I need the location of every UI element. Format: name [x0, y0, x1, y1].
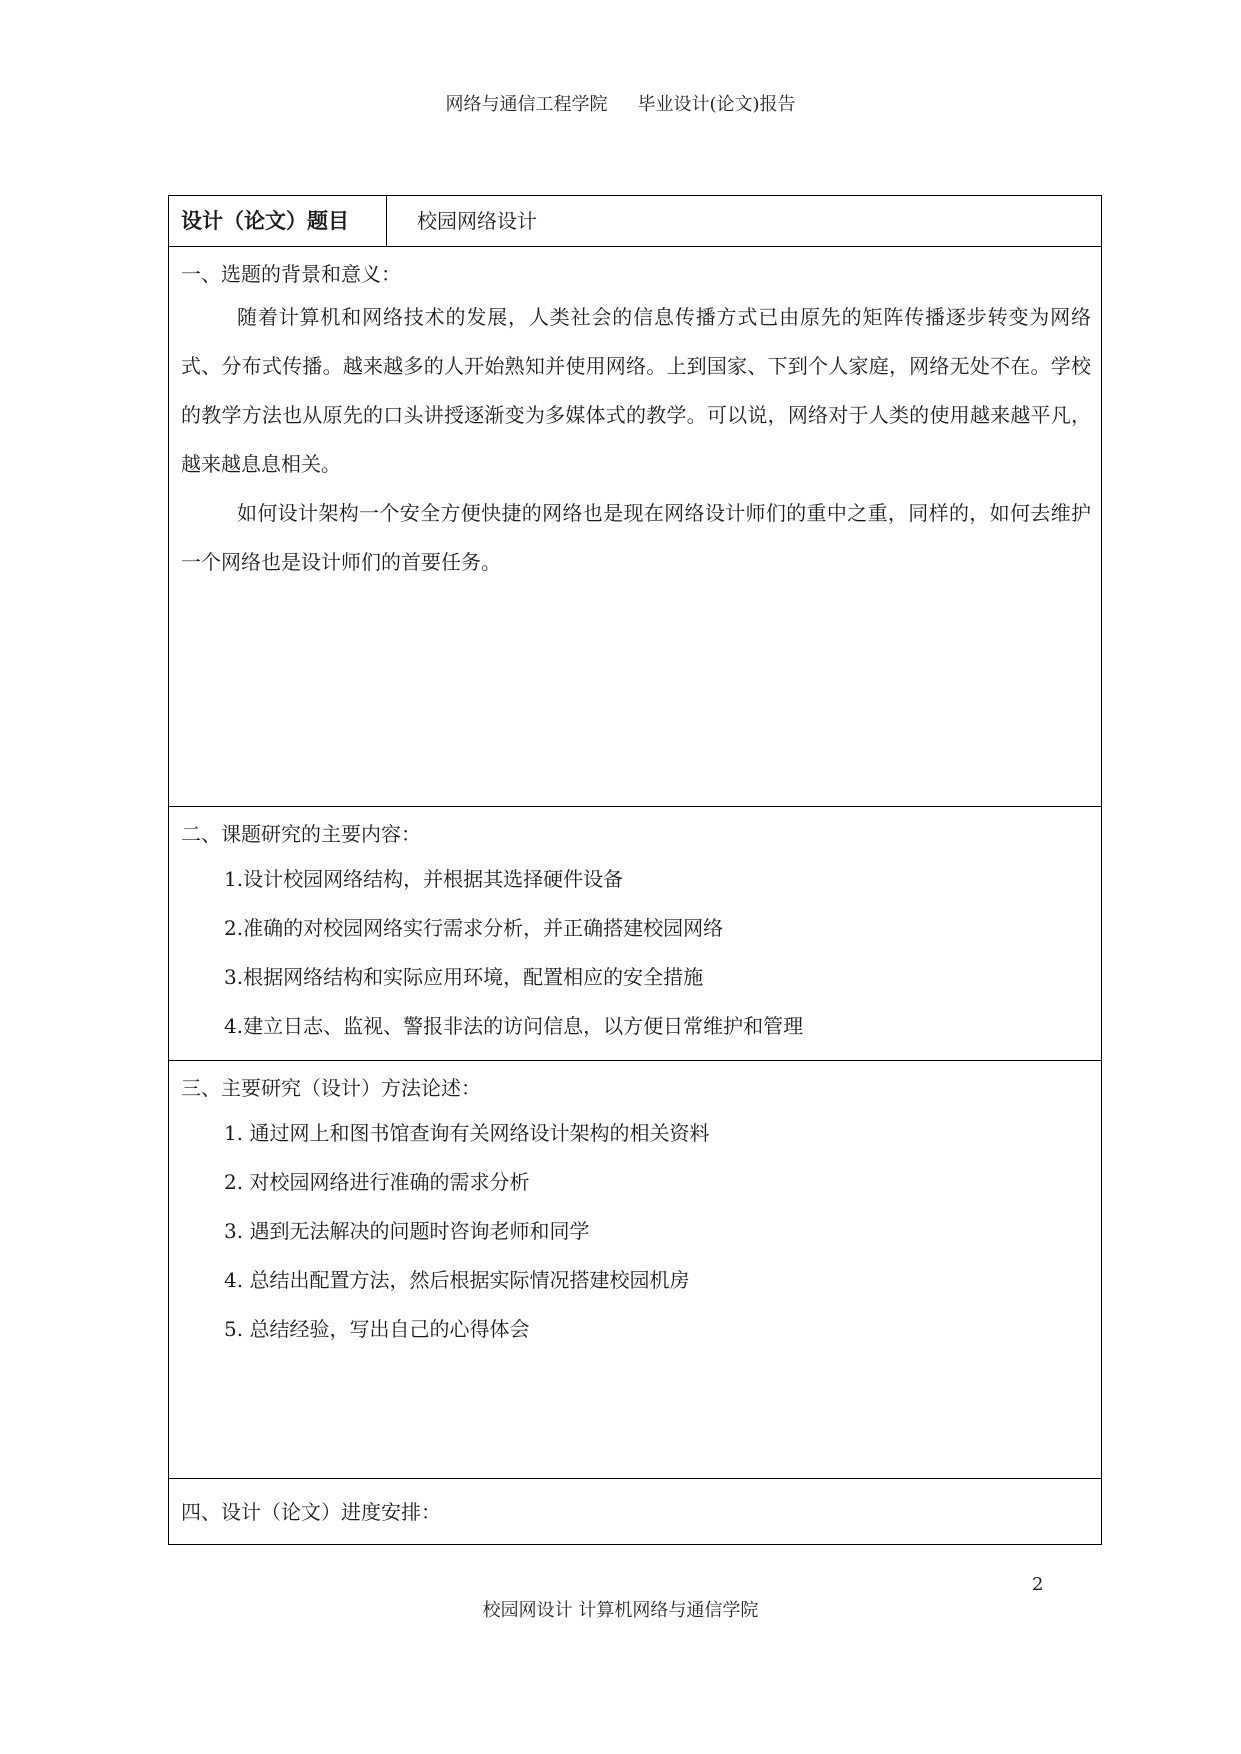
title-row	[169, 196, 1101, 247]
header-report-title: 毕业设计(论文)报告	[637, 94, 796, 115]
list-item: 5. 总结经验，写出自己的心得体会	[224, 1317, 530, 1341]
paragraph: 随着计算机和网络技术的发展，人类社会的信息传播方式已由原先的矩阵传播逐步转变为网络式、分布式传播。越来越多的人开始熟知并使用网络。上到国家、下到个人家庭，网络无处不在。学校的教学方法也从原先的口头讲授逐渐变为多媒体式的教学。可以说，网络对于人类的使用越来越平凡，越来越息息相关。	[181, 305, 1091, 476]
section-heading: 四、设计（论文）进度安排：	[181, 1500, 441, 1524]
paragraph: 如何设计架构一个安全方便快捷的网络也是现在网络设计师们的重中之重，同样的，如何去维护一个网络也是设计师们的首要任务。	[181, 501, 1091, 574]
list-item: 4.建立日志、监视、警报非法的访问信息，以方便日常维护和管理	[224, 1014, 804, 1038]
section-schedule	[169, 1479, 1101, 1543]
list-item: 1. 通过网上和图书馆查询有关网络设计架构的相关资料	[224, 1121, 710, 1145]
section-main-content	[169, 807, 1101, 1061]
page-header	[0, 90, 1241, 116]
title-value: 校园网络设计	[417, 209, 537, 233]
section-heading: 二、课题研究的主要内容：	[181, 822, 421, 846]
section-heading: 三、主要研究（设计）方法论述：	[181, 1076, 481, 1100]
section-background	[169, 247, 1101, 807]
list-item: 3. 遇到无法解决的问题时咨询老师和同学	[224, 1219, 590, 1243]
page-number: 2	[1032, 1574, 1044, 1595]
header-institute: 网络与通信工程学院	[445, 94, 608, 115]
thesis-proposal-form	[168, 195, 1102, 1545]
list-item: 2.准确的对校园网络实行需求分析，并正确搭建校园网络	[224, 916, 724, 940]
list-item: 4. 总结出配置方法，然后根据实际情况搭建校园机房	[224, 1268, 690, 1292]
page-footer: 校园网设计 计算机网络与通信学院	[482, 1600, 759, 1621]
section-methods	[169, 1061, 1101, 1479]
list-item: 3.根据网络结构和实际应用环境，配置相应的安全措施	[224, 965, 704, 989]
section-heading: 一、选题的背景和意义：	[181, 262, 401, 286]
title-label: 设计（论文）题目	[169, 196, 387, 246]
list-item: 2. 对校园网络进行准确的需求分析	[224, 1170, 530, 1194]
list-item: 1.设计校园网络结构，并根据其选择硬件设备	[224, 867, 624, 891]
